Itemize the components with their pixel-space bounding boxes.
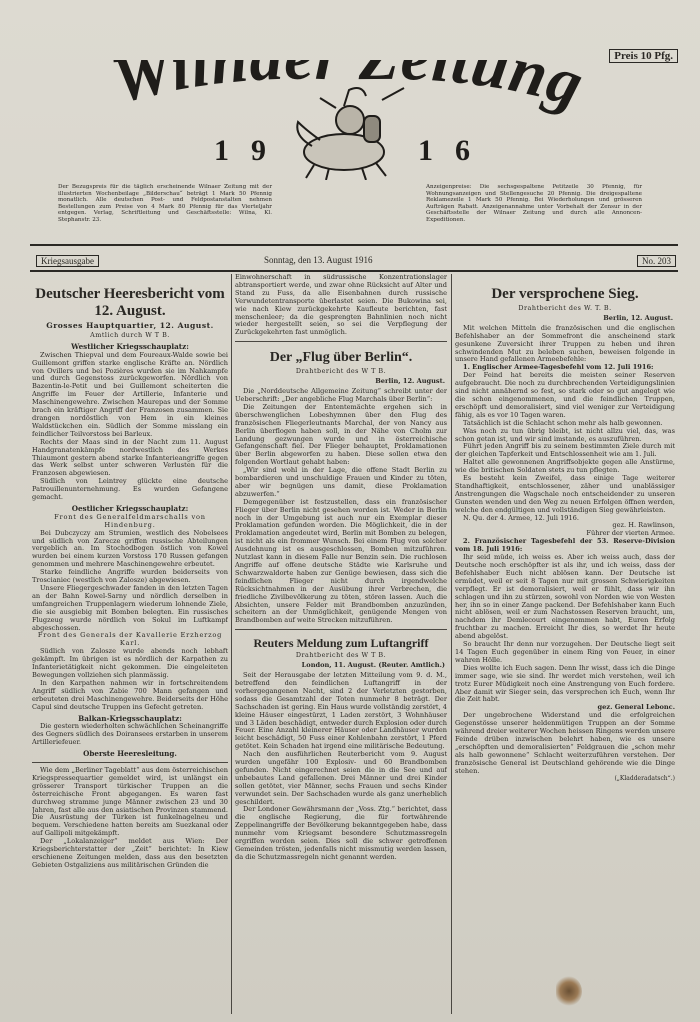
- signature: gez. General Lebonc.: [597, 703, 675, 712]
- divider: [32, 762, 228, 763]
- article-paragraph: Dies wollte ich Euch sagen. Denn Ihr wisst, dass ich die Dinge immer sage, wie sie sind. Ihr werdet mich verstehen, weil ich trotz Eurer Müdigkeit noch eine Anstrengung von Euch fordere. Aber damit wir Sieger sein, das versprechen ich Euch, wenn Ihr die Zeit habt.: [455, 663, 675, 704]
- year-right: 16: [418, 134, 492, 167]
- east-section-title: Oestlicher Kriegsschauplatz:: [71, 503, 189, 513]
- article-paragraph: Der Feind hat bereits die meisten seiner Reserven aufgebraucht. Die noch zu durchbrechenden Verteidigungslinien sind nicht annähernd so fest, so stark oder so gut angelegt wie die schon eingenommenen, und die feindlichen Truppen, erschöpft und demoralisiert, sind viel weniger zur Verteidigung fähig, als es vor 10 Tagen waren.: [455, 371, 675, 419]
- article-paragraph: Was noch zu tun übrig bleibt, ist nicht allzu viel, das, was schon getan ist, und wir sind imstande, es auszuführen.: [455, 426, 675, 443]
- signature: gez. H. Rawlinson,: [612, 521, 675, 530]
- article-paragraph: Rechts der Maas sind in der Nacht zum 11. August Handgranatenkämpfe nordwestlich des Werkes Thiaumont gestern abend starke Infanterieangriffe gegen das Werk selbst unter schweren Verlusten für die Franzosen abgewiesen.: [32, 437, 228, 478]
- article-paragraph: Der Londoner Gewährsmann der „Voss. Ztg.“ berichtet, dass die englische Regierung, die für fortwährende Zeppelinangriffe der Bevölkerung bekanntgegeben habe, dass nunmehr vom Kriegsamt besondere Schutzmassregeln ergriffen worden seien. Dies soll die schwer getroffenen Gemeinden trösten, jedenfalls nicht missmutig werden lassen, da die Schutzmassregeln nicht genannt werden.: [235, 805, 447, 861]
- headline-versprochene-sieg: Der versprochene Sieg.: [491, 286, 639, 302]
- column-1: [32, 274, 228, 1014]
- front-karl: Front des Generals der Kavallerie Erzherzog Karl.: [37, 631, 223, 648]
- article-paragraph: „Wir sind wohl in der Lage, die offene Stadt Berlin zu bombardieren und unschuldige Frauen und Kinder zu töten, aber wir begnügen uns damit, diese Proklamation abzuwerfen.“: [235, 466, 447, 498]
- top-rule: [30, 244, 678, 246]
- info-rule: [30, 270, 678, 272]
- signature-title: Führer der vierten Armee.: [586, 529, 675, 538]
- dateline: Berlin, 12. August.: [375, 377, 445, 386]
- article-paragraph: Bei Dubczyczy am Strumien, westlich des Nobelsees und südlich von Zarecze griffen russische Abteilungen vergeblich an. Im Stochodbogen östlich von Kowel wurden bei einem kurzen Vorstoss 170 Russen gefangen genommen und mehrere Maschinengewehre erbeutet.: [32, 528, 228, 569]
- article-paragraph: Es besteht kein Zweifel, dass einige Tage weiterer Standhaftigkeit, entschlossener, zäher und unablässiger Anstrengungen die Wagschale noch entscheidender zu unseren Gunsten wenden und den Weg zu neuen Erfolgen öffnen werden, welche den endgültigen und vollständigen Sieg gewährleisten.: [455, 474, 675, 514]
- article-paragraph: Einwohnerschaft in südrussische Konzentrationslager abtransportiert werde, und zwar ohne Rücksicht auf Alter und Stand zu Fuss, da alle Eisenbahnen durch russische Verwundetentransporte überlastet seien. Die Bukowina sei, wie nach Kiew zurückgekehrte Kaufleute berichten, fast menschenleer; da die gesprengten Bahnlinien noch nicht wieder hergestellt seien, so sei die Verpflegung der Zurückgekehrten fast unmöglich.: [235, 274, 447, 337]
- paper-stain: [556, 976, 582, 1006]
- subscription-notice: Der Bezugspreis für die täglich erscheinende Wilnaer Zeitung mit der illustrierten Wochenbeilage „Bilderschau“ beträgt 1 Mark 50 Pfennig monatlich. Alle deutschen Post- und Feldpostanstalten nehmen Bestellungen zum Preise von 4 Mark 80 Pfennig für das Vierteljahr entgegen. Verlag, Schriftleitung und Geschäftsstelle: Wilna, Kl. Stephanstr. 23.: [58, 184, 272, 223]
- dateline: London, 11. August. (Reuter. Amtlich.): [301, 661, 445, 670]
- info-bar: [36, 254, 676, 268]
- article-paragraph: Zwischen Thiepval und dem Foureaux-Walde sowie bei Guillemont griffen starke englische Kräfte an. Nördlich von Ovillers und bei Pozières wurden sie im Nahkampfe und durch Gegenstoss zurückgeworfen. Nördlich von Bazentin-le-Petit und bei Guillemont scheiterten die Angriffe im Feuer der Artillerie, Infanterie und Maschinengewehre. Zwischen Maurepas und der Somme brach ein kräftiger Angriff der Franzosen zusammen. Sie drangen nordöstlich von Hem in ein kleines Waldstückchen ein. Südlich der Somme misslang ein feindlicher Teilvorstoss bei Barleux.: [32, 350, 228, 438]
- divider: [235, 629, 447, 630]
- credit-line: („Kladderadatsch“.): [614, 775, 675, 783]
- article-paragraph: Südlich von Zalosze wurde abends noch lebhaft gekämpft. Im übrigen ist es nördlich der Karpathen zu Infanterietätigkeit nicht gekommen. Die eingeleiteten Bewegungen vollziehen sich planmässig.: [32, 647, 228, 679]
- article-paragraph: N. Qu. der 4. Armee, 12. Juli 1916.: [463, 513, 579, 522]
- article-paragraph: Mit welchen Mitteln die französischen und die englischen Befehlshaber an der Sommefront die anscheinend stark gesunkene Zuversicht ihrer Truppen zu heben und ihren schwindenden Mut zu beleben suchen, beweisen folgende in unsere Hand gefallenen Armeebefehle:: [455, 323, 675, 364]
- year-left: 19: [214, 134, 288, 167]
- headline-heeresbericht: Deutscher Heeresbericht vom 12. August.: [35, 286, 225, 319]
- order-heading: 1. Englischer Armee-Tagesbefehl vom 12. Juli 1916:: [463, 363, 654, 372]
- source-line: Drahtbericht des W T B.: [295, 651, 387, 660]
- article-paragraph: Seit der Herausgabe der letzten Mitteilung vom 9. d. M., betreffend den feindlichen Luftangriff in der vorhergegangenen Nacht, sind 2 der Verletzten gestorben, sodass die Gesamtzahl der Toten nunmehr 8 beträgt. Der Sachschaden ist gering. Ein Haus wurde vollständig zerstört, 4 kleine Häuser eingestürzt, 1 Laden zerstört, 3 Wohnhäuser und 3 Läden beschädigt, entweder durch Explosion oder durch Feuer. Eine Anzahl kleinerer Häuser oder Landhäuser wurden leicht beschädigt, 50 Fuss einer Kohlenbahn zerstört, 1 Pferd getötet. Kein Schaden hat irgend eine militärische Bedeutung.: [235, 671, 447, 751]
- article-paragraph: Demgegenüber ist festzustellen, dass ein französischer Flieger über Berlin nicht gesehen worden ist. Weder in Berlin noch in der Umgebung ist auch nur ein Exemplar dieser Proklamation gefunden worden. Die Möglichkeit, die in der Proklamation angedeutet wird, Berlin mit Bomben zu belegen, ist nicht als ein frommer Wunsch. Bei einem Flug von solcher Ausdehnung ist es ausgeschlossen, Bomben mitzuführen. Nutzlast kann in diesem Falle nur Benzin sein. Die ruchlosen Angriffe auf offene deutsche Städte wie Karlsruhe und Schwarzwaldorte haben zur Genüge bewiesen, dass sich die feindlichen Flieger nicht durch irgendwelche Rücksichtnahmen in der Ausübung ihrer Verbrechen, die friedliche Zivilbevölkerung zu töten, stören lassen. Auch die Absichten, unsere Felder mit Brandbomben anzuzünden, scheitern an der Unmöglichkeit, genügende Mengen von Brandbomben auf weite Strecken mitzuführen.: [235, 497, 447, 625]
- masthead-title: Wiln tung: [105, 60, 593, 122]
- balkan-section-title: Balkan-Kriegsschauplatz:: [78, 713, 182, 723]
- article-paragraph: Tatsächlich ist die Schlacht schon mehr als halb gewonnen.: [463, 418, 663, 427]
- dateline: Berlin, 12. August.: [603, 313, 673, 322]
- masthead-art: [44, 60, 648, 180]
- article-paragraph: Ihr seid müde, ich weiss es. Aber ich weiss auch, dass der Deutsche noch erschöpfter ist als ihr, und ich weiss, dass der Befehlshaber Euch nicht ablösen kann. Der Deutsche ist ermüdet, weil er seit 8 Tagen nur mit grossen Schwierigkeiten verpflegt. Er ist demoralisiert, weil er fühlt, dass wir ihn schlagen und ihn zu stürzen, sowohl von Norden wie von Westen her, ihn so in einer Zange packend. Der Befehlshaber kann Euch nicht ablösen, weil er zum Nachstossen Reserven braucht, um, nachdem ihr Demlecourt eingenommen habt, Euren Erfolg fruchtbar zu machen. Erreicht Ihr dies, so werdet Ihr heute abend abgelöst.: [455, 553, 675, 641]
- issue-date: Sonntag, den 13. August 1916: [264, 255, 373, 265]
- article-paragraph: Die „Norddeutsche Allgemeine Zeitung“ schreibt unter der Ueberschrift: „Der angebliche Flug Marchals über Berlin“:: [235, 387, 447, 403]
- source-line: Amtlich durch W T B.: [90, 330, 170, 339]
- masthead: [44, 60, 648, 180]
- article-paragraph: So braucht Ihr denn nur vorzugehen. Der Deutsche liegt seit 14 Tagen Euch gegenüber in einem Ring von Feuer, in einer wahren Hölle.: [455, 640, 675, 664]
- article-paragraph: Die gestern wiederholten schwächlichen Scheinangriffe des Gegners südlich des Doiransees erstarben in unserem Artilleriefeuer.: [32, 722, 228, 747]
- front-hindenburg: Front des Generalfeldmarschalls von Hindenburg.: [54, 512, 206, 529]
- article-paragraph: Wie dem „Berliner Tageblatt“ aus dem österreichischen Kriegspressequartier gemeldet wird, ist unlängst ein grösserer Transport türkischer Truppen an die österreichische Front abgegangen. Es waren fast durchweg stramme junge Männer zwischen 23 und 30 Jahren, fast alle aus den asiatischen Provinzen stammend. Die Ausrüstung der Türken ist funkelnagelneu und bequem. Verschiedene hatten bereits am Suezkanal oder auf Gallipoli mitgekämpft.: [32, 766, 228, 838]
- source-line: Drahtbericht des W T B.: [295, 367, 387, 376]
- article-paragraph: Unsere Fliegergeschwader fanden in den letzten Tagen an der Bahn Kowel-Sarny und nördlich derselben in umfangreichen Truppenlagern wiederum lohnende Ziele, die sie ausgiebig mit Bomben belegten. Ein russisches Flugzeug wurde nördlich von Sokul im Luftkampf abgeschossen.: [32, 584, 228, 632]
- hq-line: Grosses Hauptquartier, 12. August.: [46, 321, 214, 330]
- column-3: [455, 274, 675, 1014]
- column-divider-2: [451, 274, 452, 1014]
- article-paragraph: Nach den ausführlichen Reuterbericht vom 9. August wurden ungefähr 100 Explosiv- und 60 Brandbomben gefunden. Nicht eingerechnet seien die in die See und auf unbebautes Land gefallenen. Drei Männer und drei Kinder sollen getötet, vier Männer, sechs Frauen und sechs Kinder verwundet sein. Der Sachschaden wurde als ganz unerheblich geschildert.: [235, 750, 447, 806]
- order-heading: 2. Französischer Tagesbefehl der 53. Reserve-Division vom 18. Juli 1916:: [455, 537, 675, 554]
- divider: [235, 341, 447, 342]
- edition-label: Kriegsausgabe: [36, 255, 99, 267]
- source-line: Drahtbericht des W. T. B.: [518, 304, 612, 312]
- article-paragraph: Die Zeitungen der Ententemächte ergehen sich in überschwenglichen Lobeshymnen über den Flug des französischen Fliegerleutnants Marchal, der von Nancy aus Berlin überflogen haben soll, in der Nähe von Cholm zur Landung gezwungen wurde und in österreichische Gefangenschaft fiel. Der Flieger behauptet, Proklamationen über Berlin abgeworfen zu haben. Diese sollen etwa den folgenden Wortlaut gehabt haben:: [235, 402, 447, 467]
- column-2: [235, 274, 447, 1014]
- article-paragraph: Starke feindliche Angriffe wurden beiderseits von Troscianiec (westlich von Zalosze) abgewiesen.: [32, 568, 228, 585]
- headline-reuters: Reuters Meldung zum Luftangriff: [253, 636, 429, 651]
- column-divider-1: [231, 274, 232, 1014]
- west-section-title: Westlicher Kriegsschauplatz:: [71, 341, 189, 351]
- knight-emblem: [297, 88, 404, 180]
- headline-flug-ueber-berlin: Der „Flug über Berlin“.: [269, 350, 413, 366]
- article-paragraph: Haltet alle gewonnenen Angriffsobjekte gegen alle Anstürme, wie die britischen Soldaten stets zu tun pflegten.: [455, 458, 675, 475]
- article-paragraph: Südlich von Leintrey glückte eine deutsche Patrouillenunternehmung. Es wurden Gefangene gemacht.: [32, 477, 228, 502]
- article-paragraph: Der ungebrochene Widerstand und die erfolgreichen Gegenstösse unserer heldenmütigen Truppen an der Somme während dreier weiterer Wochen heissen Ringens werden unsere Feinde drüben inzwischen belehrt haben, wie es unsere „erschöpften und demoralisierten“ Feldgrauen die „schon mehr als halb gewonnene“ Schlacht weiterzuführen verstehen. Der französische General ist Deutschland gehörende wie die Dinge stehen.: [455, 711, 675, 775]
- oberste-heeresleitung: Oberste Heeresleitung.: [83, 749, 177, 759]
- article-paragraph: In den Karpathen nahmen wir in fortschreitendem Angriff südlich von Zabie 700 Mann gefangen und erbeuteten drei Maschinengewehre. Beiderseits der Höhe Capul sind deutsche Truppen ins Gefecht getreten.: [32, 678, 228, 711]
- issue-number: No. 203: [637, 255, 676, 267]
- price-label: Preis 10 Pfg.: [609, 49, 678, 63]
- article-paragraph: Führt jeden Angriff bis zu seinem bestimmten Ziele durch mit der gleichen Tapferkeit und Entschlossenheit wie am 1. Juli.: [455, 442, 675, 459]
- article-paragraph: Der „Lokalanzeiger“ meldet aus Wien: Der Kriegsberichterstatter der „Zeit“ berichtet: In Kiew erschienene Zeitungen melden, dass aus den besetzten Gebieten Ostgaliziens aus militärischen Gründen die: [32, 837, 228, 869]
- advertising-notice: Anzeigenpreise: Die sechsgespaltene Petitzeile 30 Pfennig, für Wohnungsanzeigen und Stellengesuche 20 Pfennig. Die dreigespaltene Reklamezeile 1 Mark 50 Pfennig. Bei Wiederholungen und grösseren Aufträgen Rabatt. Anzeigenannahme unter Vorbehalt der Zensur in der Geschäftsstelle der Wilnaer Zeitung und durch alle Annoncen-Expeditionen.: [426, 184, 642, 223]
